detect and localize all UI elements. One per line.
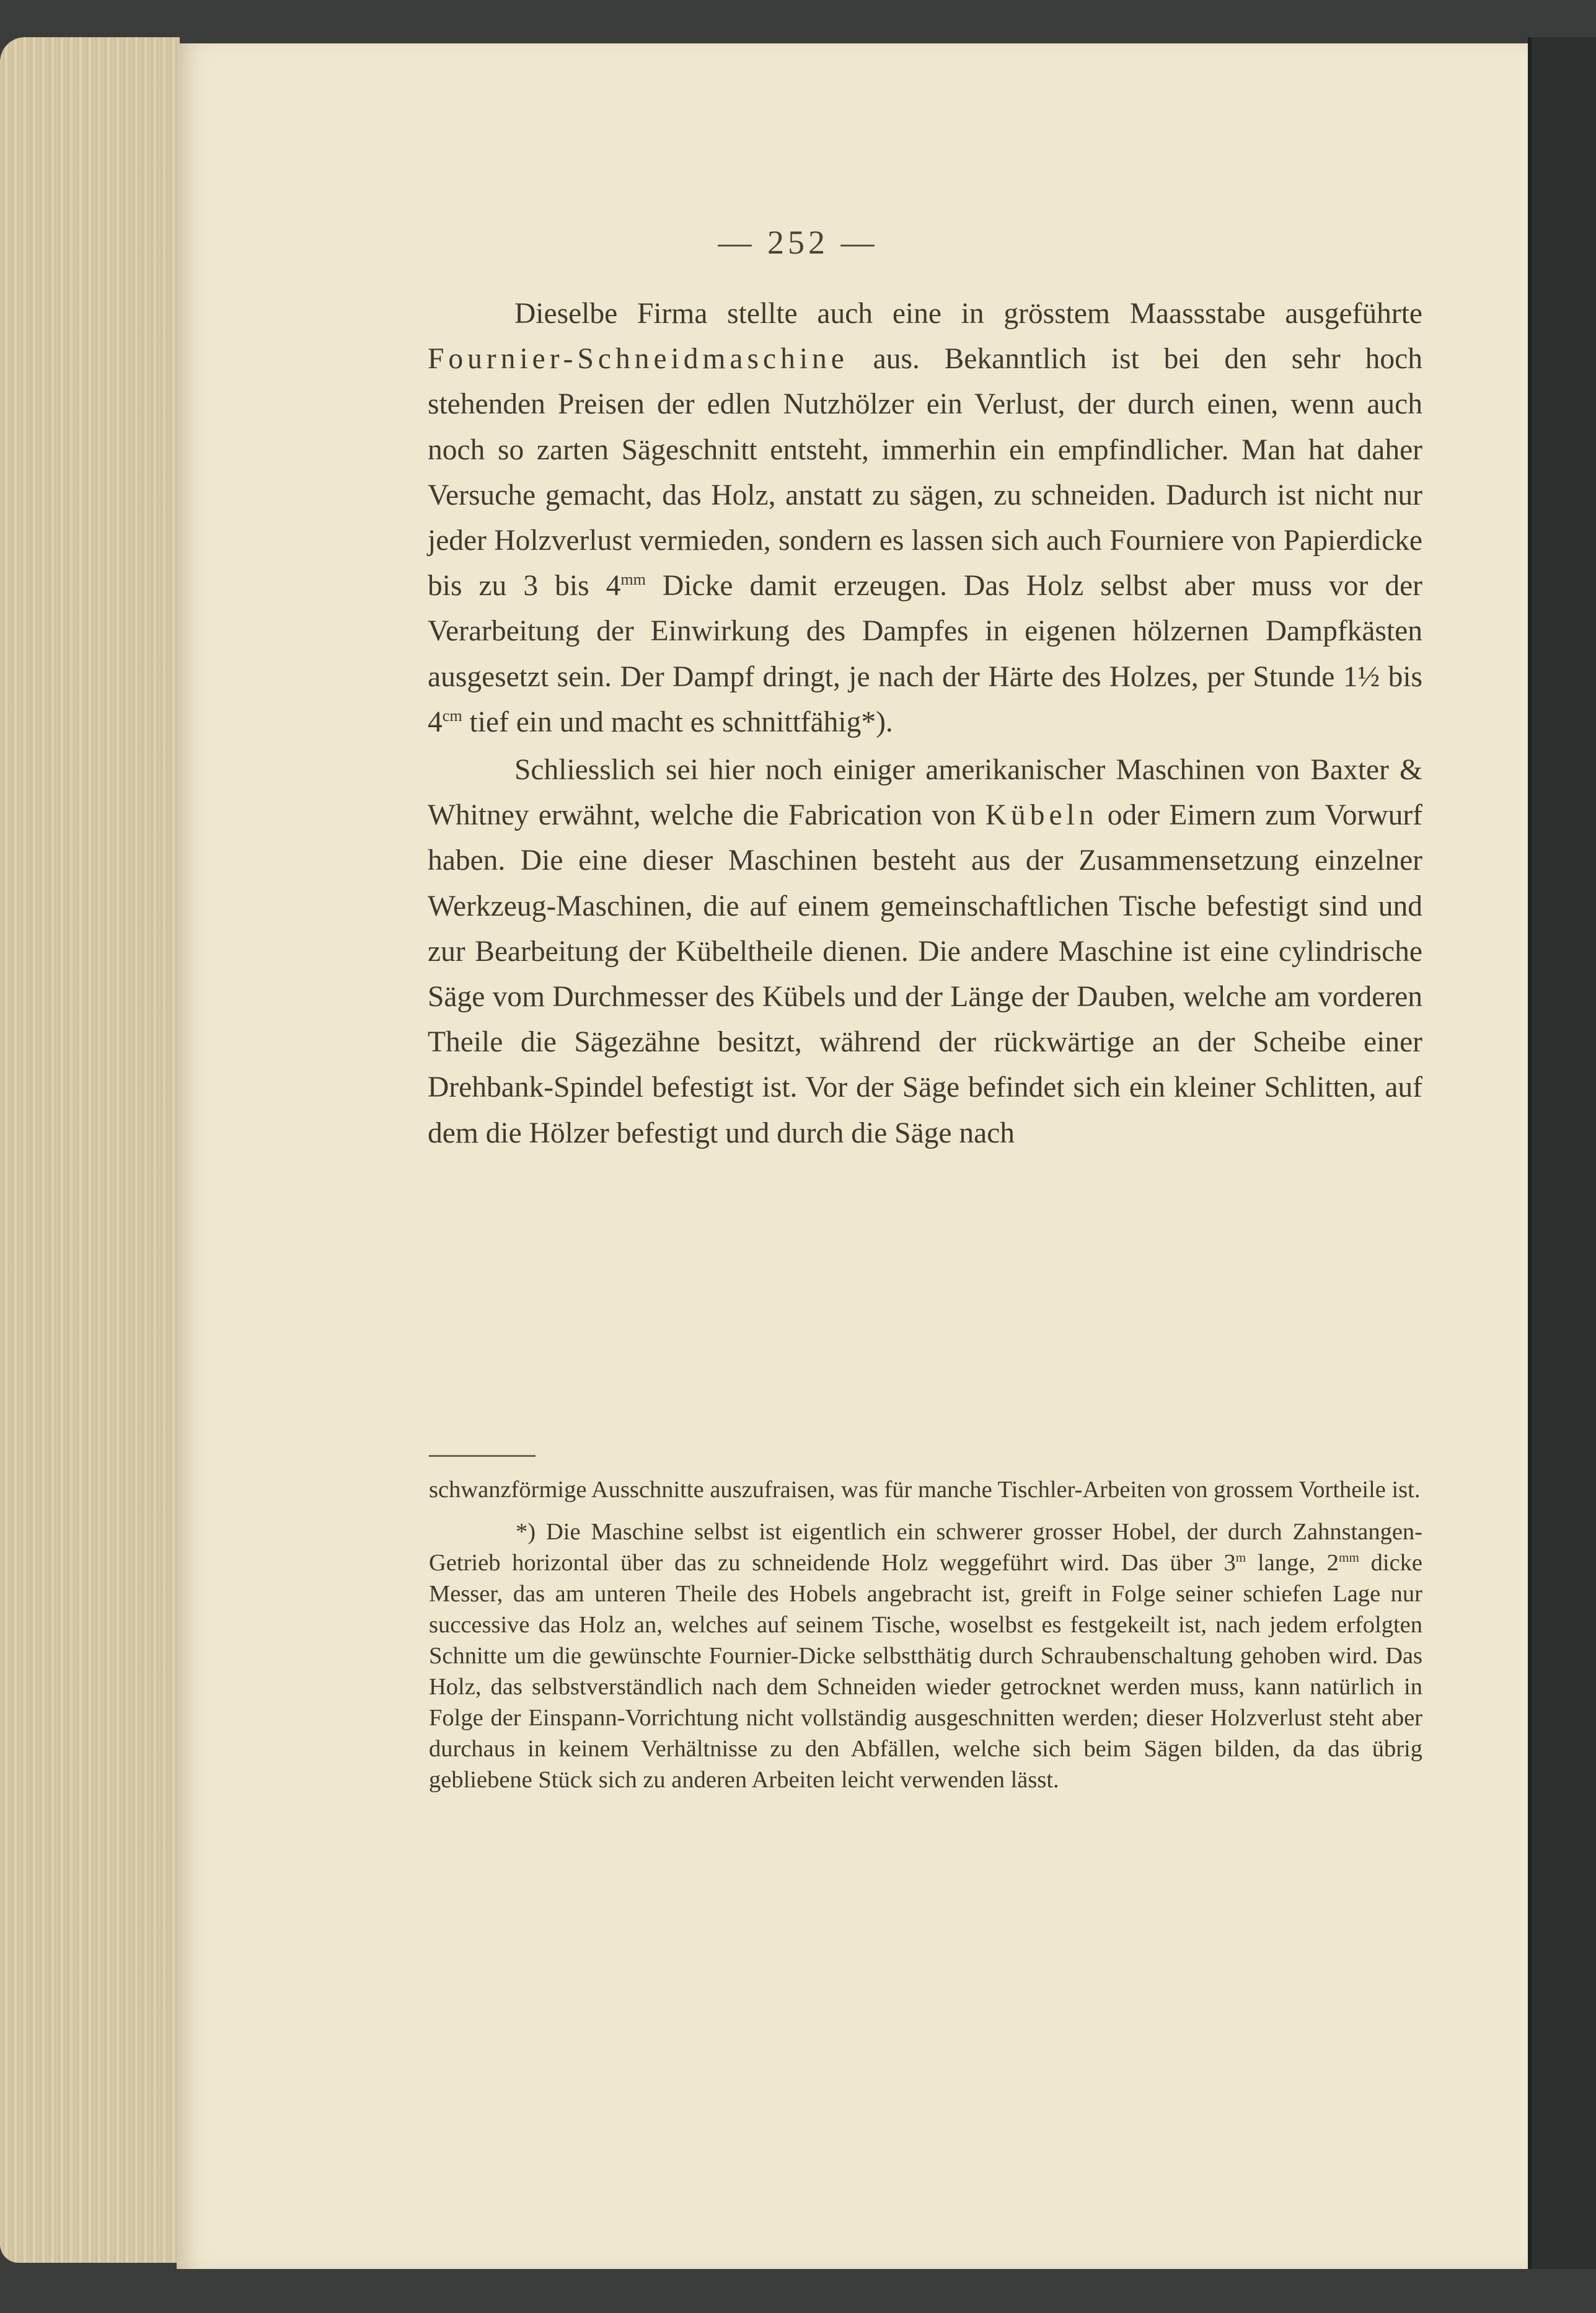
- text-segment: lange, 2: [1246, 1550, 1339, 1576]
- unit-superscript: mm: [620, 570, 646, 589]
- paragraph-1: [428, 291, 1422, 745]
- stacked-page-edges: [0, 37, 180, 2263]
- text-segment: Schliesslich sei hier noch einiger amerikanischer Maschinen von Baxter & Whitney erwähnt, welche die Fabrication von: [428, 754, 1422, 832]
- main-text: [428, 291, 1422, 1156]
- text-segment: dicke Messer, das am unteren Theile des Hobels angebracht ist, greift in Folge seiner schiefen Lage nur successive das Holz an, welches auf seinem Tische, woselbst es festgekeilt ist, nach jedem erfolgten Schnitte um die gewünschte Fournier-Dicke selbstthätig durch Schraubenschaltung gehoben wird. Das Holz, das selbstverständlich nach dem Schneiden wieder getrocknet werden muss, kann natürlich in Folge der Einspann-Vorrichtung nicht vollständig ausgeschnitten werden; dieser Holzverlust steht aber durchaus in keinem Verhältnisse zu den Abfällen, welche sich beim Sägen bilden, da das übrig gebliebene Stück sich zu anderen Arbeiten leicht verwenden lässt.: [429, 1550, 1423, 1793]
- footnote-rule: [429, 1455, 536, 1457]
- page-number: — 252 —: [718, 224, 878, 261]
- text-segment: Dieselbe Firma stellte auch eine in grösstem Maassstabe ausgeführte: [514, 298, 1422, 330]
- book-cover-board: [1528, 37, 1596, 2269]
- text-segment: schwanzförmige Ausschnitte auszufraisen, was für manche Tischler-Arbeiten von grossem Vortheile ist.: [429, 1477, 1421, 1503]
- unit-superscript: m: [1235, 1550, 1246, 1565]
- text-segment: Dicke damit erzeugen. Das Holz selbst aber muss vor der Verarbeitung der Einwirkung des Dampfes in eigenen hölzernen Dampfkästen ausgesetzt sein. Der Dampf dringt, je nach der Härte des Holzes, per Stunde 1½ bis 4: [428, 570, 1422, 738]
- text-segment: Kübeln: [985, 799, 1098, 832]
- text-segment: Fournier-Schneidmaschine: [428, 343, 849, 376]
- text-segment: *) Die Maschine selbst ist eigentlich ein schwerer grosser Hobel, der durch Zahnstangen-Getrieb horizontal über das zu schneidende Holz weggeführt wird. Das über 3: [429, 1519, 1422, 1576]
- text-segment: aus. Bekanntlich ist bei den sehr hoch stehenden Preisen der edlen Nutzhölzer ein Verlust, der durch einen, wenn auch noch so zarten Sägeschnitt entsteht, immerhin ein empfindlicher. Man hat daher Versuche gemacht, das Holz, anstatt zu sägen, zu schneiden. Dadurch ist nicht nur jeder Holzverlust vermieden, sondern es lassen sich auch Fourniere von Papierdicke bis zu 3 bis 4: [428, 343, 1422, 603]
- footnote-2: [429, 1516, 1422, 1795]
- text-segment: tief ein und macht es schnittfähig*).: [462, 705, 893, 738]
- unit-superscript: cm: [442, 707, 462, 725]
- text-segment: oder Eimern zum Vorwurf haben. Die eine dieser Maschinen besteht aus der Zusammensetzung einzelner Werkzeug-Maschinen, die auf einem gemeinschaftlichen Tische befestigt sind und zur Bearbeitung der Kübeltheile dienen. Die andere Maschine ist eine cylindrische Säge vom Durchmesser des Kübels und der Länge der Dauben, welche am vorderen Theile die Sägezähne besitzt, während der rückwärtige an der Scheibe einer Drehbank-Spindel befestigt ist. Vor der Säge befindet sich ein kleiner Schlitten, auf dem die Hölzer befestigt und durch die Säge nach: [428, 799, 1422, 1149]
- footnote-1: [429, 1474, 1422, 1505]
- unit-superscript: mm: [1338, 1550, 1359, 1565]
- paragraph-2: [428, 748, 1422, 1156]
- footnotes: [429, 1474, 1422, 1795]
